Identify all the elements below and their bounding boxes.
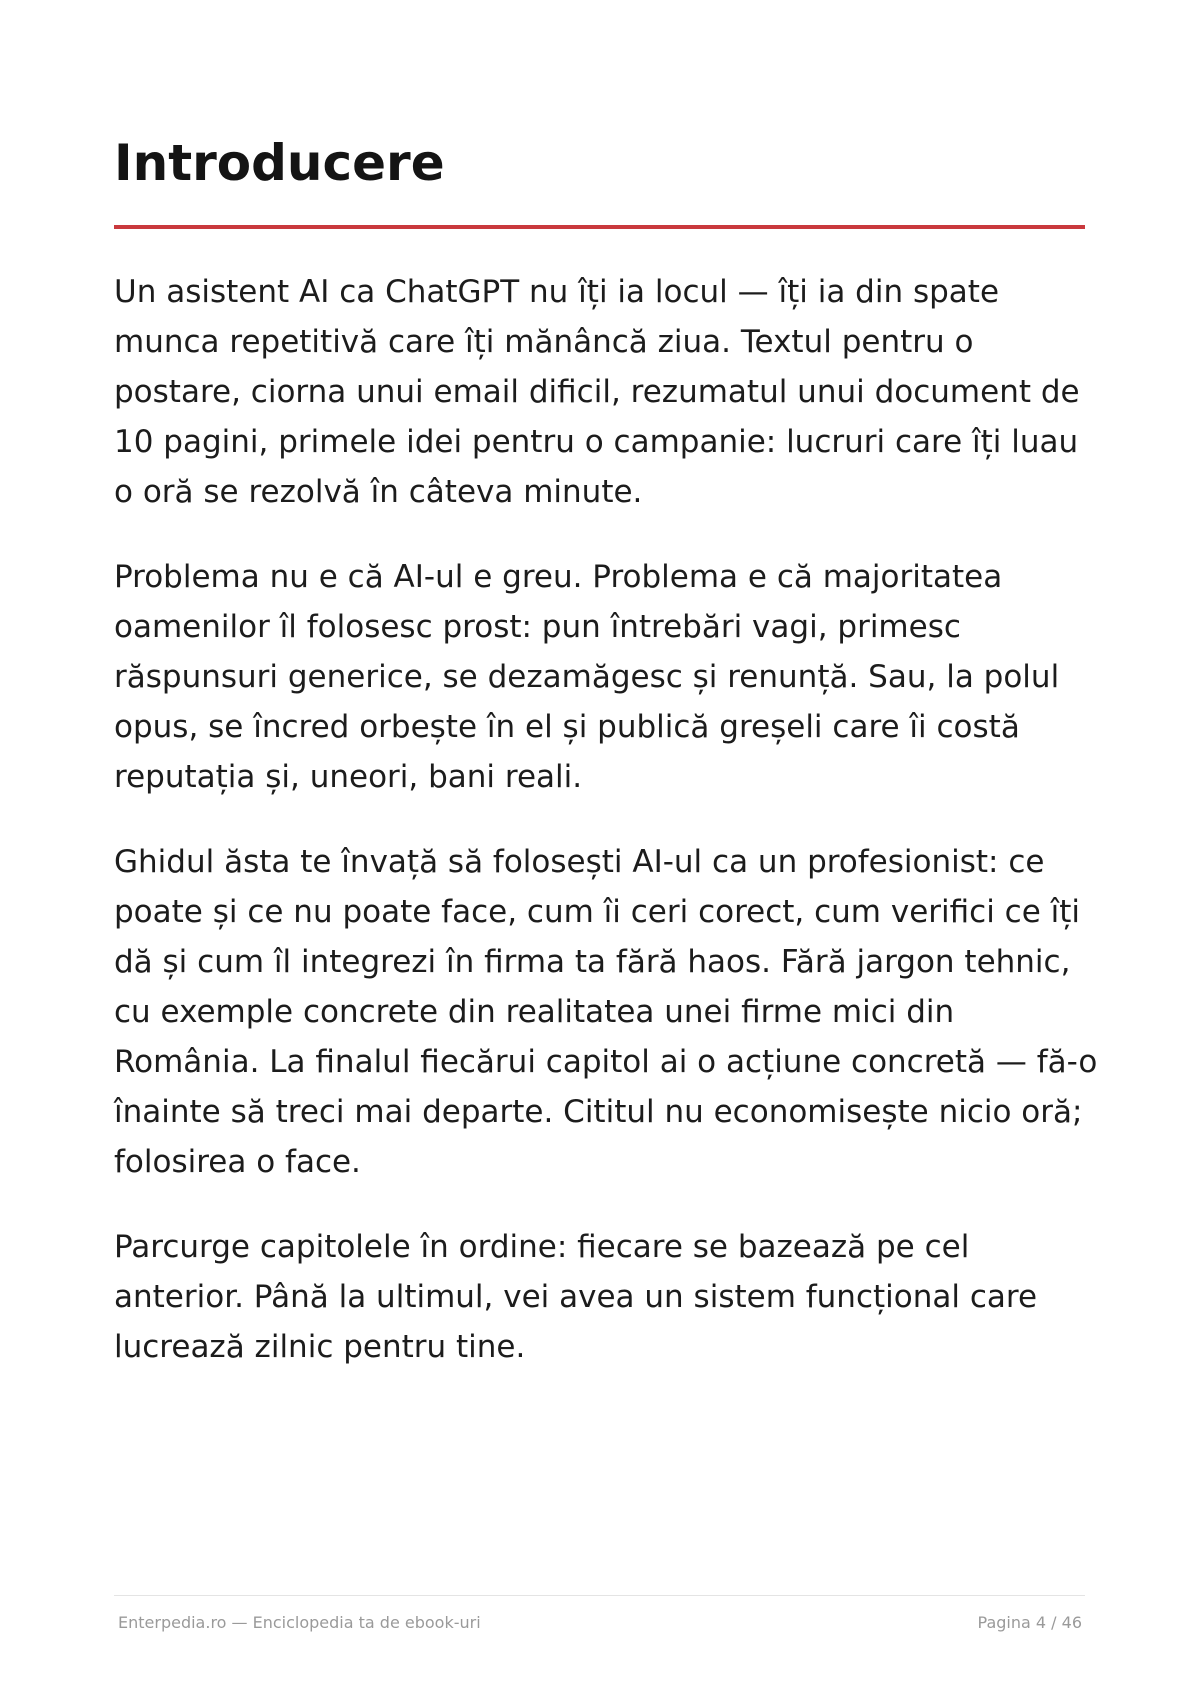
- footer-site-label: Enterpedia.ro — Enciclopedia ta de ebook-uri: [118, 1613, 481, 1632]
- footer-divider: [114, 1595, 1085, 1596]
- paragraph-2: Problema nu e că AI-ul e greu. Problema e că majoritatea oamenilor îl folosesc prost: pun întrebări vagi, primesc răspunsuri generice, se dezamăgesc și renunță. Sau, la polul opus, se încred orbește în el și publică greșeli care îi costă reputația și, uneori, bani reali.: [114, 559, 1060, 795]
- body-text: [114, 267, 1104, 1407]
- page-title: Introducere: [114, 134, 445, 192]
- title-divider: [114, 225, 1085, 229]
- paragraph-4: Parcurge capitolele în ordine: fiecare se bazează pe cel anterior. Până la ultimul, vei avea un sistem funcțional care lucrează zilnic pentru tine.: [114, 1229, 1038, 1365]
- page-number: Pagina 4 / 46: [977, 1613, 1082, 1632]
- paragraph-3: Ghidul ăsta te învață să folosești AI-ul ca un profesionist: ce poate și ce nu poate face, cum îi ceri corect, cum verifici ce îți dă și cum îl integrezi în firma ta fără haos. Fără jargon tehnic, cu exemple concrete din realitatea unei firme mici din România. La finalul fiecărui capitol ai o acțiune concretă — fă-o înainte să treci mai departe. Cititul nu economisește nicio oră; folosirea o face.: [114, 844, 1098, 1180]
- paragraph-1: Un asistent AI ca ChatGPT nu îți ia locul — îți ia din spate munca repetitivă care îți mănâncă ziua. Textul pentru o postare, ciorna unui email dificil, rezumatul unui document de 10 pagini, primele idei pentru o campanie: lucruri care îți luau o oră se rezolvă în câteva minute.: [114, 274, 1080, 510]
